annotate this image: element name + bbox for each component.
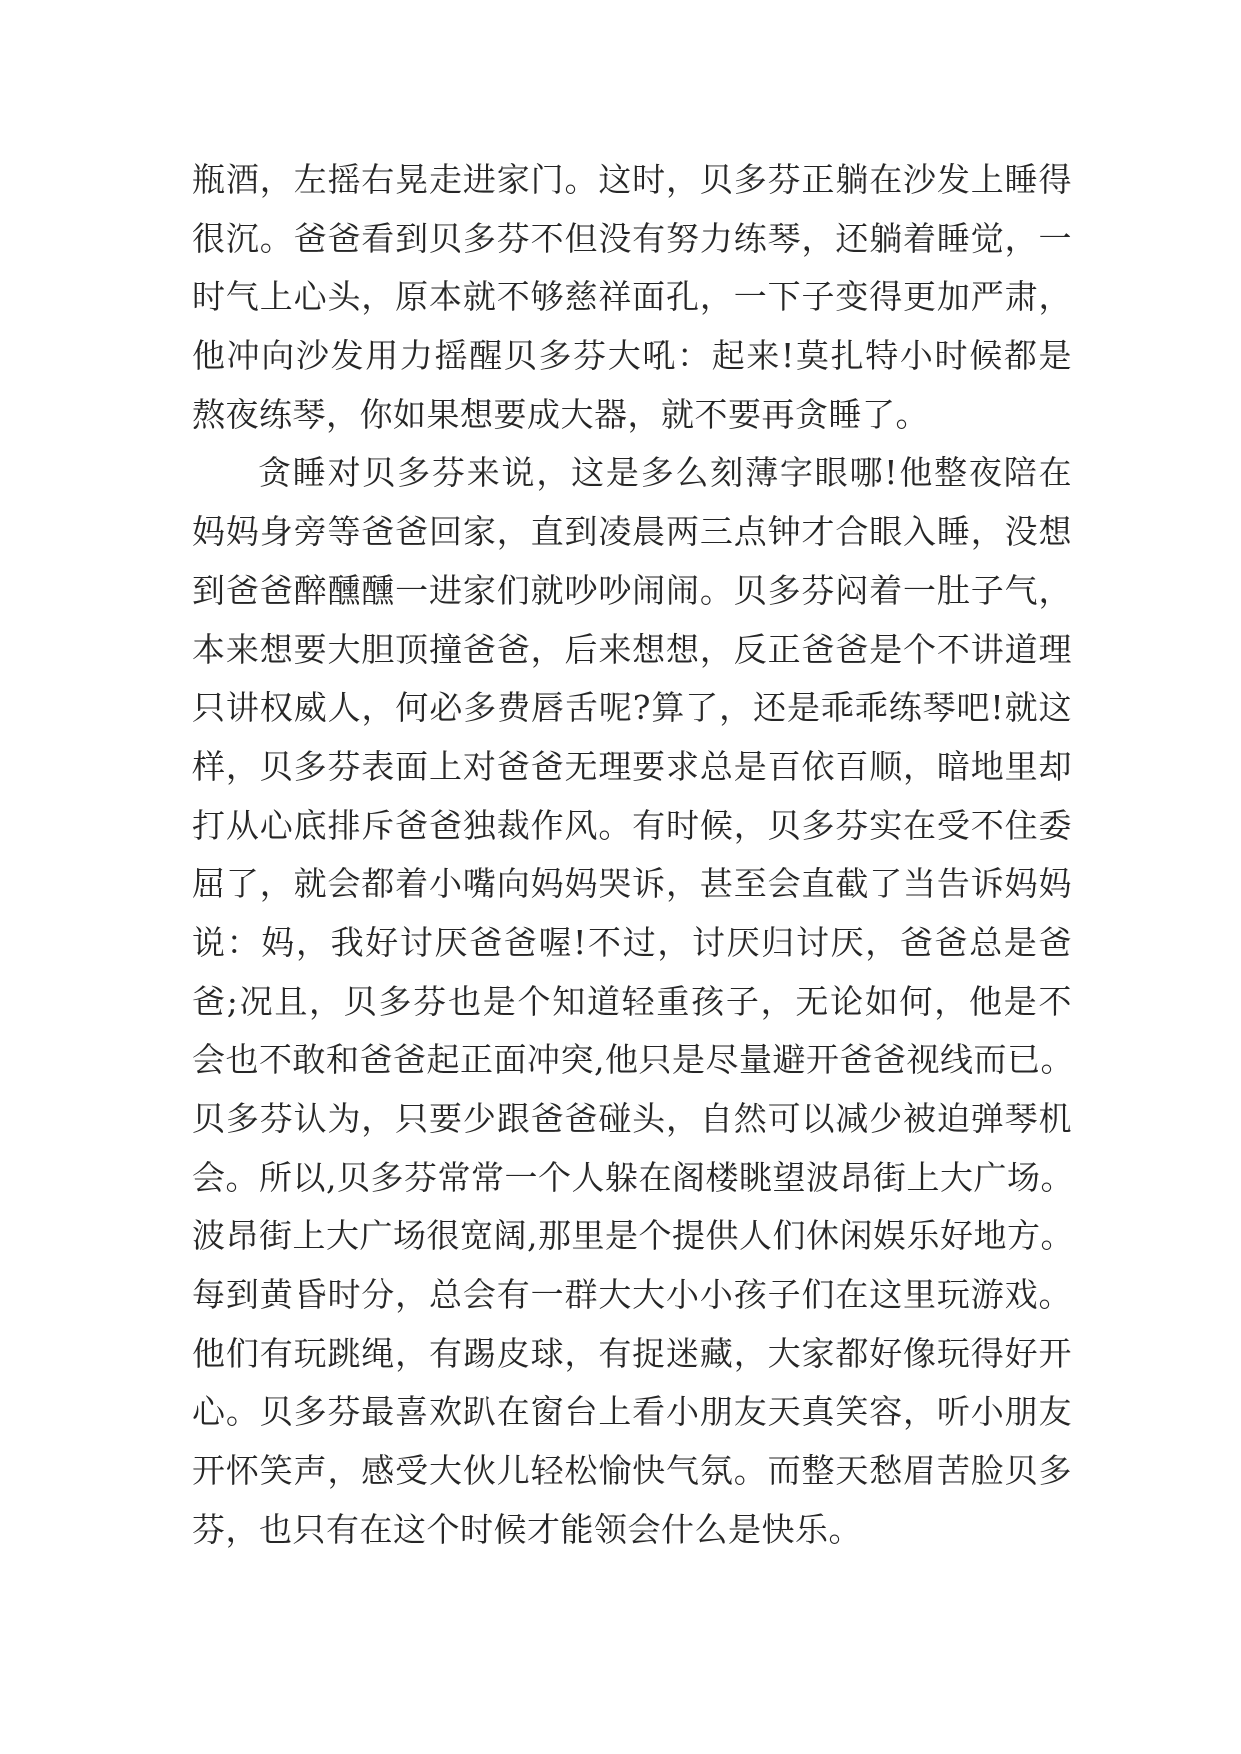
text-line: 妈妈身旁等爸爸回家，直到凌晨两三点钟才合眼入睡，没想 xyxy=(192,512,1072,552)
text-line: 只讲权威人，何必多费唇舌呢?算了，还是乖乖练琴吧!就这 xyxy=(192,688,1072,728)
text-line: 他们有玩跳绳，有踢皮球，有捉迷藏，大家都好像玩得好开 xyxy=(192,1333,1072,1373)
text-line: 会。所以,贝多芬常常一个人躲在阁楼眺望波昂街上大广场。 xyxy=(192,1157,1074,1197)
text-line: 贝多芬认为，只要少跟爸爸碰头，自然可以减少被迫弹琴机 xyxy=(192,1099,1072,1138)
text-line: 瓶酒，左摇右晃走进家门。这时，贝多芬正躺在沙发上睡得 xyxy=(192,160,1072,199)
text-line: 时气上心头，原本就不够慈祥面孔，一下子变得更加严肃， xyxy=(192,277,1072,317)
text-line: 样，贝多芬表面上对爸爸无理要求总是百依百顺，暗地里却 xyxy=(192,746,1072,786)
text-line: 很沉。爸爸看到贝多芬不但没有努力练琴，还躺着睡觉，一 xyxy=(192,218,1072,258)
text-line: 屈了，就会都着小嘴向妈妈哭诉，甚至会直截了当告诉妈妈 xyxy=(192,864,1072,904)
paragraph-first-line: 贪睡对贝多芬来说，这是多么刻薄字眼哪!他整夜陪在 xyxy=(258,453,1072,493)
text-line: 他冲向沙发用力摇醒贝多芬大吼：起来!莫扎特小时候都是 xyxy=(192,336,1072,376)
text-line: 会也不敢和爸爸起正面冲突,他只是尽量避开爸爸视线而已。 xyxy=(192,1040,1074,1080)
text-line: 芬，也只有在这个时候才能领会什么是快乐。 xyxy=(192,1509,862,1549)
text-line: 爸;况且，贝多芬也是个知道轻重孩子，无论如何，他是不 xyxy=(192,981,1072,1021)
text-line: 说：妈，我好讨厌爸爸喔!不过，讨厌归讨厌，爸爸总是爸 xyxy=(192,922,1072,962)
text-line: 熬夜练琴，你如果想要成大器，就不要再贪睡了。 xyxy=(192,394,929,434)
text-line: 心。贝多芬最喜欢趴在窗台上看小朋友天真笑容，听小朋友 xyxy=(192,1392,1072,1432)
text-line: 每到黄昏时分，总会有一群大大小小孩子们在这里玩游戏。 xyxy=(192,1275,1072,1315)
text-line: 到爸爸醉醺醺一进家们就吵吵闹闹。贝多芬闷着一肚子气， xyxy=(192,570,1072,610)
text-line: 打从心底排斥爸爸独裁作风。有时候，贝多芬实在受不住委 xyxy=(192,805,1072,845)
body-text xyxy=(192,160,1072,1569)
text-line: 本来想要大胆顶撞爸爸，后来想想，反正爸爸是个不讲道理 xyxy=(192,629,1072,669)
text-line: 开怀笑声，感受大伙儿轻松愉快气氛。而整天愁眉苦脸贝多 xyxy=(192,1451,1072,1491)
text-line: 波昂街上大广场很宽阔,那里是个提供人们休闲娱乐好地方。 xyxy=(192,1216,1074,1256)
